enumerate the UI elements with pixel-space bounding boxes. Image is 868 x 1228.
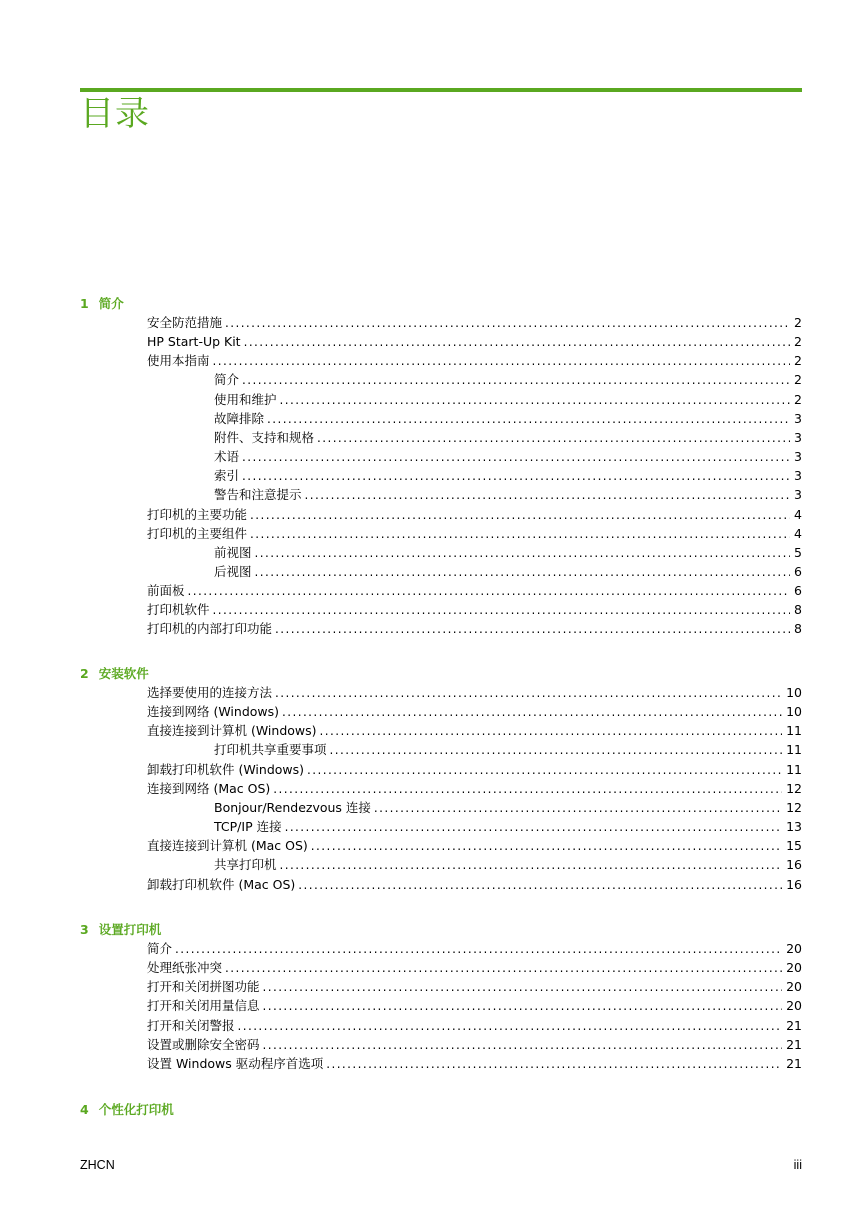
dot-leader — [374, 800, 782, 816]
chapter-heading[interactable] — [80, 666, 149, 682]
toc-entry-page: 13 — [786, 819, 802, 835]
toc-entry-label: 打印机的主要功能 — [147, 506, 248, 522]
dot-leader — [225, 315, 790, 331]
toc-entry[interactable] — [214, 544, 802, 561]
toc-entry-page: 21 — [786, 1036, 802, 1052]
toc-entry[interactable] — [214, 799, 802, 816]
chapter-title: 简介 — [98, 296, 124, 311]
footer-language-code: ZHCN — [80, 1158, 115, 1172]
toc-entry-label: TCP/IP 连接 — [214, 819, 282, 835]
toc-entry[interactable] — [147, 978, 802, 995]
toc-entry[interactable] — [214, 429, 802, 446]
toc-entry-label: 前视图 — [214, 544, 252, 560]
chapter-number: 2 — [80, 666, 89, 681]
toc-entry-label: 术语 — [214, 449, 240, 465]
dot-leader — [280, 857, 783, 873]
dot-leader — [311, 838, 782, 854]
toc-entry-page: 20 — [786, 960, 802, 976]
toc-entry-page: 2 — [794, 353, 802, 369]
toc-entry-page: 3 — [794, 410, 802, 426]
toc-entry-page: 6 — [794, 563, 802, 579]
toc-entry-page: 3 — [794, 449, 802, 465]
toc-entry-page: 2 — [794, 372, 802, 388]
chapter-heading[interactable] — [80, 922, 161, 938]
toc-entry[interactable] — [214, 741, 802, 758]
dot-leader — [275, 685, 782, 701]
dot-leader — [320, 723, 783, 739]
toc-entry[interactable] — [147, 722, 802, 739]
toc-entry[interactable] — [147, 959, 802, 976]
toc-entry-label: 打印机的内部打印功能 — [147, 621, 273, 637]
toc-entry-label: 连接到网络 (Mac OS) — [147, 780, 271, 796]
toc-entry-label: 设置或删除安全密码 — [147, 1036, 260, 1052]
toc-entry[interactable] — [147, 997, 802, 1014]
dot-leader — [255, 545, 791, 561]
dot-leader — [263, 979, 783, 995]
toc-entry[interactable] — [214, 371, 802, 388]
dot-leader — [330, 742, 783, 758]
toc-entry-page: 20 — [786, 941, 802, 956]
dot-leader — [242, 449, 790, 465]
toc-entry-page: 8 — [794, 621, 802, 637]
toc-entry-page: 20 — [786, 998, 802, 1014]
toc-entry-page: 11 — [786, 761, 802, 777]
toc-entry-page: 4 — [794, 525, 802, 541]
dot-leader — [326, 1056, 782, 1072]
toc-entry-page: 2 — [794, 334, 802, 350]
toc-entry[interactable] — [214, 448, 802, 465]
toc-entry-page: 16 — [786, 876, 802, 892]
title-rule — [80, 88, 802, 92]
dot-leader — [317, 430, 790, 446]
dot-leader — [175, 941, 782, 957]
toc-entry-page: 2 — [794, 391, 802, 407]
dot-leader — [250, 526, 790, 542]
toc-entry-label: 打印机共享重要事项 — [214, 742, 327, 758]
toc-entry-label: 选择要使用的连接方法 — [147, 685, 273, 700]
toc-entry[interactable] — [147, 352, 802, 369]
toc-entry-page: 16 — [786, 857, 802, 873]
dot-leader — [188, 583, 791, 599]
toc-entry[interactable] — [147, 601, 802, 618]
toc-entry[interactable] — [147, 761, 802, 778]
toc-entry[interactable] — [147, 837, 802, 854]
dot-leader — [238, 1018, 783, 1034]
dot-leader — [255, 564, 791, 580]
chapter-heading[interactable] — [80, 296, 124, 312]
toc-entry-page: 2 — [794, 315, 802, 330]
toc-entry-label: HP Start-Up Kit — [147, 334, 241, 350]
toc-entry-label: 卸载打印机软件 (Windows) — [147, 761, 305, 777]
dot-leader — [298, 877, 782, 893]
toc-entry[interactable] — [147, 780, 802, 797]
toc-entry-label: 故障排除 — [214, 410, 265, 426]
toc-entry-label: 索引 — [214, 468, 240, 484]
toc-entry-page: 3 — [794, 468, 802, 484]
dot-leader — [263, 1037, 783, 1053]
toc-entry-label: 直接连接到计算机 (Mac OS) — [147, 838, 308, 854]
toc-entry[interactable] — [147, 684, 802, 701]
toc-entry[interactable] — [147, 1036, 802, 1053]
toc-entry[interactable] — [147, 506, 802, 523]
toc-entry[interactable] — [147, 1017, 802, 1034]
toc-entry-label: 前面板 — [147, 583, 185, 599]
toc-entry-label: 打开和关闭警报 — [147, 1017, 235, 1033]
toc-entry[interactable] — [214, 391, 802, 408]
dot-leader — [263, 998, 783, 1014]
chapter-title: 个性化打印机 — [98, 1102, 174, 1117]
dot-leader — [280, 392, 791, 408]
toc-entry-label: 打印机的主要组件 — [147, 525, 248, 541]
toc-entry-page: 20 — [786, 979, 802, 995]
toc-entry[interactable] — [214, 563, 802, 580]
toc-entry[interactable] — [147, 525, 802, 542]
toc-entry[interactable] — [214, 410, 802, 427]
toc-entry-page: 3 — [794, 429, 802, 445]
toc-entry-page: 21 — [786, 1017, 802, 1033]
toc-entry-page: 12 — [786, 780, 802, 796]
toc-entry-label: 打印机软件 — [147, 602, 210, 618]
toc-entry-label: 卸载打印机软件 (Mac OS) — [147, 876, 296, 892]
toc-entry[interactable] — [147, 582, 802, 599]
chapter-number: 4 — [80, 1102, 89, 1117]
chapter-number: 1 — [80, 296, 89, 311]
dot-leader — [273, 781, 782, 797]
toc-entry-page: 15 — [786, 838, 802, 854]
toc-entry-label: 打开和关闭用量信息 — [147, 998, 260, 1014]
toc-entry-label: 简介 — [214, 372, 240, 388]
page-title: 目录 — [80, 94, 150, 134]
toc-entry-label: 警告和注意提示 — [214, 487, 302, 503]
toc-entry-label: 附件、支持和规格 — [214, 429, 315, 445]
dot-leader — [225, 960, 782, 976]
toc-entry-page: 11 — [786, 723, 802, 739]
dot-leader — [275, 621, 790, 637]
chapter-title: 设置打印机 — [98, 922, 162, 937]
toc-entry-page: 8 — [794, 602, 802, 618]
dot-leader — [244, 334, 790, 350]
dot-leader — [285, 819, 783, 835]
toc-entry[interactable] — [214, 467, 802, 484]
dot-leader — [213, 353, 791, 369]
chapter-heading[interactable] — [80, 1102, 174, 1118]
toc-entry-page: 12 — [786, 799, 802, 815]
dot-leader — [242, 372, 790, 388]
toc-entry[interactable] — [147, 940, 802, 957]
chapter-title: 安装软件 — [98, 666, 149, 681]
toc-entry[interactable] — [214, 856, 802, 873]
dot-leader — [267, 411, 790, 427]
toc-entry-label: 使用本指南 — [147, 353, 210, 369]
toc-entry-label: 共享打印机 — [214, 857, 277, 873]
toc-entry-page: 3 — [794, 487, 802, 503]
dot-leader — [250, 507, 790, 523]
toc-entry-page: 5 — [794, 544, 802, 560]
toc-entry[interactable] — [147, 703, 802, 720]
toc-entry-label: 直接连接到计算机 (Windows) — [147, 723, 317, 739]
toc-entry-page: 10 — [786, 685, 802, 700]
dot-leader — [282, 704, 782, 720]
toc-entry-label: 连接到网络 (Windows) — [147, 704, 280, 720]
toc-entry-page: 10 — [786, 704, 802, 720]
toc-entry-label: 处理纸张冲突 — [147, 960, 223, 976]
toc-entry-page: 11 — [786, 742, 802, 758]
toc-entry[interactable] — [147, 333, 802, 350]
footer-page-number: iii — [793, 1158, 802, 1172]
toc-entry[interactable] — [214, 818, 802, 835]
toc-entry[interactable] — [147, 314, 802, 331]
toc-entry-label: 简介 — [147, 941, 173, 956]
toc-entry[interactable] — [214, 486, 802, 503]
toc-entry-page: 4 — [794, 506, 802, 522]
toc-entry-label: 使用和维护 — [214, 391, 277, 407]
toc-entry[interactable] — [147, 876, 802, 893]
toc-entry-page: 21 — [786, 1055, 802, 1071]
chapter-number: 3 — [80, 922, 89, 937]
toc-entry-label: 设置 Windows 驱动程序首选项 — [147, 1055, 324, 1071]
toc-entry[interactable] — [147, 1055, 802, 1072]
toc-entry-label: 打开和关闭拼图功能 — [147, 979, 260, 995]
toc-entry-label: 安全防范措施 — [147, 315, 223, 330]
dot-leader — [307, 762, 782, 778]
toc-entry-label: Bonjour/Rendezvous 连接 — [214, 799, 371, 815]
dot-leader — [305, 487, 791, 503]
toc-entry-page: 6 — [794, 583, 802, 599]
toc-entry[interactable] — [147, 620, 802, 637]
dot-leader — [213, 602, 791, 618]
toc-entry-label: 后视图 — [214, 563, 252, 579]
dot-leader — [242, 468, 790, 484]
